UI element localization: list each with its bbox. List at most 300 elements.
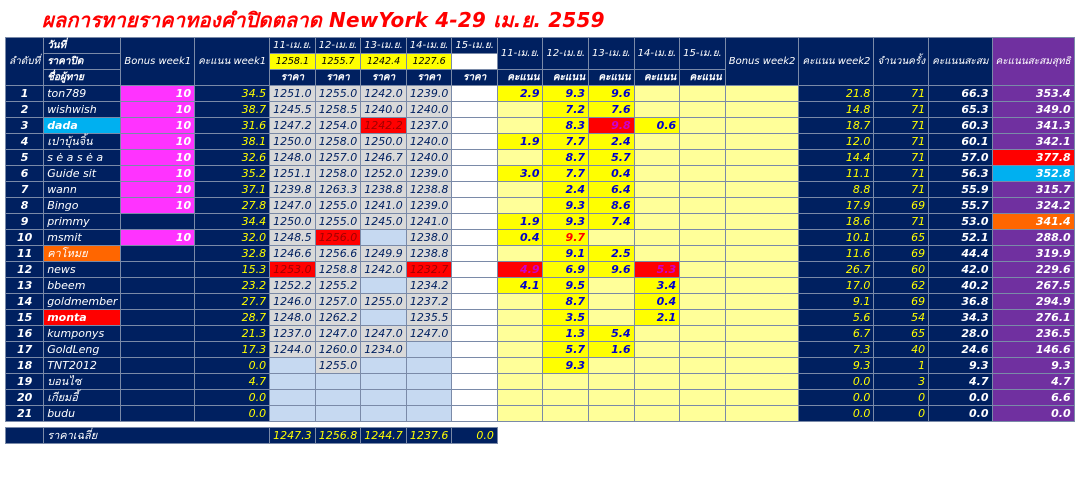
score-cell[interactable]: 7.4 (589, 214, 635, 230)
player-name[interactable]: goldmember (44, 294, 121, 310)
player-name[interactable]: dada (44, 118, 121, 134)
score-cell[interactable] (680, 278, 726, 294)
bonus-week2-cell[interactable] (725, 198, 799, 214)
score-cell[interactable] (680, 390, 726, 406)
score-week2-cell[interactable]: 8.8 (799, 182, 874, 198)
player-name[interactable]: budu (44, 406, 121, 422)
bonus-week1-cell[interactable]: 10 (121, 118, 195, 134)
score-week2-cell[interactable]: 18.7 (799, 118, 874, 134)
score-week2-cell[interactable]: 7.3 (799, 342, 874, 358)
price-guess-cell[interactable]: 1258.0 (315, 134, 361, 150)
net-score-cell[interactable]: 236.5 (992, 326, 1074, 342)
score-week2-cell[interactable]: 11.1 (799, 166, 874, 182)
price-guess-cell[interactable] (452, 118, 498, 134)
price-guess-cell[interactable]: 1258.0 (315, 166, 361, 182)
price-guess-cell[interactable]: 1255.2 (315, 278, 361, 294)
score-cell[interactable]: 1.9 (497, 214, 543, 230)
price-guess-cell[interactable] (452, 86, 498, 102)
count-cell[interactable]: 0 (874, 406, 929, 422)
score-cell[interactable] (634, 86, 680, 102)
bonus-week2-cell[interactable] (725, 278, 799, 294)
score-week1-cell[interactable]: 0.0 (195, 390, 270, 406)
count-cell[interactable]: 65 (874, 326, 929, 342)
price-guess-cell[interactable]: 1238.8 (361, 182, 407, 198)
player-name[interactable]: เกียมอี้ (44, 390, 121, 406)
bonus-week1-cell[interactable] (121, 342, 195, 358)
score-col-label[interactable]: คะแนน (497, 70, 543, 86)
score-cell[interactable]: 9.3 (543, 214, 589, 230)
price-date-header[interactable]: 14-เม.ย. (406, 38, 452, 54)
score-cell[interactable] (497, 102, 543, 118)
total-score-cell[interactable]: 44.4 (929, 246, 992, 262)
average-price-cell[interactable]: 1256.8 (315, 428, 361, 444)
player-name[interactable]: wishwish (44, 102, 121, 118)
bonus-week2-cell[interactable] (725, 86, 799, 102)
score-cell[interactable] (680, 182, 726, 198)
price-guess-cell[interactable]: 1255.0 (361, 294, 407, 310)
price-guess-cell[interactable]: 1257.0 (315, 150, 361, 166)
price-guess-cell[interactable]: 1258.8 (315, 262, 361, 278)
score-cell[interactable]: 9.3 (543, 198, 589, 214)
price-guess-cell[interactable]: 1256.0 (315, 230, 361, 246)
score-col-label[interactable]: คะแนน (680, 70, 726, 86)
bonus-week2-cell[interactable] (725, 118, 799, 134)
price-guess-cell[interactable]: 1242.0 (361, 86, 407, 102)
bonus-week2-header[interactable]: Bonus week2 (725, 38, 799, 86)
score-cell[interactable] (634, 246, 680, 262)
score-cell[interactable]: 9.3 (543, 86, 589, 102)
average-price-cell[interactable]: 1244.7 (361, 428, 407, 444)
score-week1-cell[interactable]: 38.1 (195, 134, 270, 150)
bonus-week2-cell[interactable] (725, 342, 799, 358)
player-name[interactable]: GoldLeng (44, 342, 121, 358)
price-guess-cell[interactable] (361, 374, 407, 390)
price-guess-cell[interactable] (452, 198, 498, 214)
total-score-cell[interactable]: 60.1 (929, 134, 992, 150)
score-cell[interactable]: 8.6 (589, 198, 635, 214)
net-score-cell[interactable]: 353.4 (992, 86, 1074, 102)
player-name[interactable]: wann (44, 182, 121, 198)
price-guess-cell[interactable]: 1232.7 (406, 262, 452, 278)
score-cell[interactable] (497, 118, 543, 134)
price-guess-cell[interactable]: 1242.2 (361, 118, 407, 134)
score-cell[interactable] (589, 374, 635, 390)
bonus-week2-cell[interactable] (725, 166, 799, 182)
price-guess-cell[interactable] (452, 166, 498, 182)
price-guess-cell[interactable]: 1258.5 (315, 102, 361, 118)
row-index[interactable]: 6 (6, 166, 44, 182)
bonus-week1-cell[interactable] (121, 374, 195, 390)
count-cell[interactable]: 60 (874, 262, 929, 278)
count-cell[interactable]: 0 (874, 390, 929, 406)
score-cell[interactable] (543, 406, 589, 422)
score-col-label[interactable]: คะแนน (589, 70, 635, 86)
score-week1-header[interactable]: คะแนน week1 (195, 38, 270, 86)
idx-header[interactable]: ลำดับที่ (6, 38, 44, 86)
score-cell[interactable]: 9.6 (589, 86, 635, 102)
price-guess-cell[interactable] (361, 390, 407, 406)
score-week2-header[interactable]: คะแนน week2 (799, 38, 874, 86)
bonus-week1-cell[interactable]: 10 (121, 166, 195, 182)
average-price-cell[interactable]: 0.0 (452, 428, 498, 444)
player-name[interactable]: Bingo (44, 198, 121, 214)
average-price-cell[interactable]: 1247.3 (270, 428, 316, 444)
net-score-cell[interactable]: 294.9 (992, 294, 1074, 310)
price-guess-cell[interactable]: 1262.2 (315, 310, 361, 326)
price-guess-cell[interactable]: 1244.0 (270, 342, 316, 358)
count-header[interactable]: จำนวนครั้ง (874, 38, 929, 86)
count-cell[interactable]: 71 (874, 102, 929, 118)
total-score-cell[interactable]: 34.3 (929, 310, 992, 326)
score-week2-cell[interactable]: 6.7 (799, 326, 874, 342)
bonus-week1-cell[interactable] (121, 214, 195, 230)
bonus-week1-cell[interactable]: 10 (121, 150, 195, 166)
price-col-label[interactable]: ราคา (452, 70, 498, 86)
total-header[interactable]: คะแนนสะสม (929, 38, 992, 86)
bonus-week1-cell[interactable] (121, 246, 195, 262)
price-guess-cell[interactable]: 1246.0 (270, 294, 316, 310)
bonus-week2-cell[interactable] (725, 358, 799, 374)
price-guess-cell[interactable]: 1260.0 (315, 342, 361, 358)
bonus-week2-cell[interactable] (725, 262, 799, 278)
score-cell[interactable]: 5.7 (543, 342, 589, 358)
score-cell[interactable] (680, 326, 726, 342)
player-name[interactable]: เปาบุ้นจิ้น (44, 134, 121, 150)
price-col-label[interactable]: ราคา (406, 70, 452, 86)
net-score-cell[interactable]: 267.5 (992, 278, 1074, 294)
score-week1-cell[interactable]: 27.7 (195, 294, 270, 310)
score-week1-cell[interactable]: 28.7 (195, 310, 270, 326)
bonus-week1-cell[interactable]: 10 (121, 198, 195, 214)
count-cell[interactable]: 71 (874, 118, 929, 134)
bonus-week1-header[interactable]: Bonus week1 (121, 38, 195, 86)
score-cell[interactable] (497, 182, 543, 198)
score-cell[interactable]: 9.5 (543, 278, 589, 294)
score-cell[interactable] (634, 406, 680, 422)
bonus-week1-cell[interactable] (121, 294, 195, 310)
score-week2-cell[interactable]: 9.1 (799, 294, 874, 310)
count-cell[interactable]: 54 (874, 310, 929, 326)
bonus-week1-cell[interactable] (121, 326, 195, 342)
bonus-week2-cell[interactable] (725, 134, 799, 150)
score-week1-cell[interactable]: 23.2 (195, 278, 270, 294)
count-cell[interactable]: 65 (874, 230, 929, 246)
price-guess-cell[interactable] (452, 214, 498, 230)
bonus-week2-cell[interactable] (725, 294, 799, 310)
score-cell[interactable] (634, 230, 680, 246)
price-guess-cell[interactable]: 1248.5 (270, 230, 316, 246)
price-guess-cell[interactable] (361, 406, 407, 422)
score-cell[interactable]: 9.8 (589, 118, 635, 134)
net-total-header[interactable]: คะแนนสะสมสุทธิ (992, 38, 1074, 86)
score-cell[interactable] (497, 358, 543, 374)
price-guess-cell[interactable] (406, 390, 452, 406)
score-cell[interactable] (589, 278, 635, 294)
score-cell[interactable] (680, 166, 726, 182)
score-cell[interactable]: 1.6 (589, 342, 635, 358)
price-col-label[interactable]: ราคา (315, 70, 361, 86)
price-guess-cell[interactable]: 1255.0 (315, 198, 361, 214)
price-guess-cell[interactable]: 1249.9 (361, 246, 407, 262)
price-guess-cell[interactable]: 1235.5 (406, 310, 452, 326)
score-cell[interactable] (634, 358, 680, 374)
count-cell[interactable]: 71 (874, 166, 929, 182)
price-guess-cell[interactable] (452, 102, 498, 118)
score-cell[interactable]: 6.9 (543, 262, 589, 278)
score-week2-cell[interactable]: 14.4 (799, 150, 874, 166)
score-cell[interactable] (543, 374, 589, 390)
row-index[interactable]: 8 (6, 198, 44, 214)
bonus-week2-cell[interactable] (725, 182, 799, 198)
score-cell[interactable] (680, 102, 726, 118)
bonus-week1-cell[interactable] (121, 278, 195, 294)
score-week2-cell[interactable]: 10.1 (799, 230, 874, 246)
score-cell[interactable] (634, 374, 680, 390)
total-score-cell[interactable]: 56.3 (929, 166, 992, 182)
score-cell[interactable]: 2.4 (543, 182, 589, 198)
player-name[interactable]: primmy (44, 214, 121, 230)
score-cell[interactable]: 0.6 (634, 118, 680, 134)
row-index[interactable]: 10 (6, 230, 44, 246)
price-guess-cell[interactable]: 1237.2 (406, 294, 452, 310)
score-cell[interactable] (634, 214, 680, 230)
row-index[interactable]: 18 (6, 358, 44, 374)
price-guess-cell[interactable]: 1240.0 (406, 134, 452, 150)
price-col-label[interactable]: ราคา (361, 70, 407, 86)
score-week2-cell[interactable]: 17.9 (799, 198, 874, 214)
score-date-header[interactable]: 13-เม.ย. (589, 38, 635, 70)
count-cell[interactable]: 71 (874, 86, 929, 102)
net-score-cell[interactable]: 4.7 (992, 374, 1074, 390)
bonus-week1-cell[interactable] (121, 390, 195, 406)
score-week1-cell[interactable]: 37.1 (195, 182, 270, 198)
score-week1-cell[interactable]: 34.5 (195, 86, 270, 102)
score-cell[interactable] (634, 150, 680, 166)
score-cell[interactable]: 0.4 (497, 230, 543, 246)
total-score-cell[interactable]: 60.3 (929, 118, 992, 134)
player-name[interactable]: bbeem (44, 278, 121, 294)
price-guess-cell[interactable]: 1245.5 (270, 102, 316, 118)
price-guess-cell[interactable] (452, 262, 498, 278)
score-cell[interactable] (497, 390, 543, 406)
total-score-cell[interactable]: 55.7 (929, 198, 992, 214)
total-score-cell[interactable]: 4.7 (929, 374, 992, 390)
price-guess-cell[interactable] (452, 326, 498, 342)
score-cell[interactable] (497, 310, 543, 326)
score-cell[interactable] (634, 390, 680, 406)
score-cell[interactable]: 5.7 (589, 150, 635, 166)
row-index[interactable]: 1 (6, 86, 44, 102)
price-guess-cell[interactable]: 1250.0 (270, 214, 316, 230)
net-score-cell[interactable]: 0.0 (992, 406, 1074, 422)
price-guess-cell[interactable]: 1252.0 (361, 166, 407, 182)
score-cell[interactable] (680, 374, 726, 390)
score-cell[interactable] (497, 246, 543, 262)
price-guess-cell[interactable]: 1263.3 (315, 182, 361, 198)
score-cell[interactable]: 8.7 (543, 150, 589, 166)
count-cell[interactable]: 71 (874, 150, 929, 166)
net-score-cell[interactable]: 319.9 (992, 246, 1074, 262)
price-guess-cell[interactable]: 1254.0 (315, 118, 361, 134)
player-name[interactable]: Guide sit (44, 166, 121, 182)
price-guess-cell[interactable]: 1253.0 (270, 262, 316, 278)
score-date-header[interactable]: 15-เม.ย. (680, 38, 726, 70)
score-cell[interactable] (634, 166, 680, 182)
price-guess-cell[interactable] (270, 406, 316, 422)
score-week2-cell[interactable]: 0.0 (799, 406, 874, 422)
bonus-week1-cell[interactable]: 10 (121, 102, 195, 118)
price-guess-cell[interactable] (406, 342, 452, 358)
name-label[interactable]: ชื่อผู้ทาย (44, 70, 121, 86)
net-score-cell[interactable]: 341.3 (992, 118, 1074, 134)
score-cell[interactable] (680, 342, 726, 358)
close-price-cell[interactable]: 1242.4 (361, 54, 407, 70)
score-cell[interactable]: 8.7 (543, 294, 589, 310)
close-price-cell[interactable]: 1227.6 (406, 54, 452, 70)
count-cell[interactable]: 62 (874, 278, 929, 294)
price-guess-cell[interactable] (452, 246, 498, 262)
price-guess-cell[interactable] (452, 182, 498, 198)
score-week1-cell[interactable]: 32.0 (195, 230, 270, 246)
total-score-cell[interactable]: 42.0 (929, 262, 992, 278)
score-week2-cell[interactable]: 9.3 (799, 358, 874, 374)
player-name[interactable]: news (44, 262, 121, 278)
price-date-header[interactable]: 15-เม.ย. (452, 38, 498, 54)
score-cell[interactable]: 0.4 (589, 166, 635, 182)
score-cell[interactable] (497, 294, 543, 310)
total-score-cell[interactable]: 53.0 (929, 214, 992, 230)
score-week2-cell[interactable]: 12.0 (799, 134, 874, 150)
price-guess-cell[interactable] (452, 342, 498, 358)
price-guess-cell[interactable]: 1240.0 (406, 102, 452, 118)
price-guess-cell[interactable]: 1240.0 (361, 102, 407, 118)
net-score-cell[interactable]: 342.1 (992, 134, 1074, 150)
bonus-week1-cell[interactable]: 10 (121, 230, 195, 246)
score-cell[interactable] (497, 342, 543, 358)
score-week2-cell[interactable]: 0.0 (799, 390, 874, 406)
price-guess-cell[interactable]: 1255.0 (315, 214, 361, 230)
row-index[interactable]: 20 (6, 390, 44, 406)
price-guess-cell[interactable]: 1237.0 (270, 326, 316, 342)
net-score-cell[interactable]: 229.6 (992, 262, 1074, 278)
price-col-label[interactable]: ราคา (270, 70, 316, 86)
score-week2-cell[interactable]: 14.8 (799, 102, 874, 118)
bonus-week2-cell[interactable] (725, 150, 799, 166)
row-index[interactable]: 5 (6, 150, 44, 166)
bonus-week2-cell[interactable] (725, 214, 799, 230)
net-score-cell[interactable]: 324.2 (992, 198, 1074, 214)
total-score-cell[interactable]: 9.3 (929, 358, 992, 374)
score-week1-cell[interactable]: 0.0 (195, 358, 270, 374)
average-price-cell[interactable]: 1237.6 (406, 428, 452, 444)
row-index[interactable]: 15 (6, 310, 44, 326)
price-guess-cell[interactable] (361, 230, 407, 246)
score-cell[interactable] (497, 374, 543, 390)
price-guess-cell[interactable]: 1239.0 (406, 166, 452, 182)
close-price-cell[interactable]: 1255.7 (315, 54, 361, 70)
price-date-header[interactable]: 12-เม.ย. (315, 38, 361, 54)
score-week1-cell[interactable]: 27.8 (195, 198, 270, 214)
score-cell[interactable]: 9.1 (543, 246, 589, 262)
score-col-label[interactable]: คะแนน (634, 70, 680, 86)
score-cell[interactable] (634, 134, 680, 150)
price-guess-cell[interactable] (452, 390, 498, 406)
price-guess-cell[interactable]: 1250.0 (270, 134, 316, 150)
count-cell[interactable]: 71 (874, 214, 929, 230)
bonus-week2-cell[interactable] (725, 102, 799, 118)
score-week1-cell[interactable]: 21.3 (195, 326, 270, 342)
price-guess-cell[interactable]: 1240.0 (406, 150, 452, 166)
score-week2-cell[interactable]: 5.6 (799, 310, 874, 326)
score-cell[interactable]: 1.3 (543, 326, 589, 342)
total-score-cell[interactable]: 0.0 (929, 406, 992, 422)
price-guess-cell[interactable] (270, 358, 316, 374)
player-name[interactable]: msmit (44, 230, 121, 246)
price-guess-cell[interactable]: 1234.0 (361, 342, 407, 358)
bonus-week1-cell[interactable]: 10 (121, 182, 195, 198)
score-cell[interactable] (634, 198, 680, 214)
score-cell[interactable] (680, 294, 726, 310)
count-cell[interactable]: 3 (874, 374, 929, 390)
score-cell[interactable]: 4.9 (497, 262, 543, 278)
score-cell[interactable] (497, 326, 543, 342)
bonus-week2-cell[interactable] (725, 390, 799, 406)
price-guess-cell[interactable]: 1248.0 (270, 310, 316, 326)
score-date-header[interactable]: 11-เม.ย. (497, 38, 543, 70)
player-name[interactable]: บอนไซ (44, 374, 121, 390)
row-index[interactable]: 11 (6, 246, 44, 262)
score-cell[interactable]: 7.7 (543, 166, 589, 182)
price-guess-cell[interactable]: 1246.7 (361, 150, 407, 166)
price-guess-cell[interactable]: 1248.0 (270, 150, 316, 166)
score-week1-cell[interactable]: 31.6 (195, 118, 270, 134)
price-guess-cell[interactable]: 1241.0 (361, 198, 407, 214)
bonus-week2-cell[interactable] (725, 406, 799, 422)
price-guess-cell[interactable]: 1234.2 (406, 278, 452, 294)
price-guess-cell[interactable] (315, 374, 361, 390)
score-cell[interactable] (589, 294, 635, 310)
bonus-week2-cell[interactable] (725, 310, 799, 326)
score-cell[interactable] (634, 342, 680, 358)
total-score-cell[interactable]: 57.0 (929, 150, 992, 166)
score-cell[interactable] (680, 134, 726, 150)
price-guess-cell[interactable]: 1238.8 (406, 182, 452, 198)
row-index[interactable]: 17 (6, 342, 44, 358)
score-cell[interactable] (680, 86, 726, 102)
net-score-cell[interactable]: 146.6 (992, 342, 1074, 358)
bonus-week2-cell[interactable] (725, 246, 799, 262)
price-guess-cell[interactable] (361, 278, 407, 294)
score-week1-cell[interactable]: 15.3 (195, 262, 270, 278)
price-guess-cell[interactable]: 1247.0 (361, 326, 407, 342)
row-index[interactable]: 2 (6, 102, 44, 118)
bonus-week1-cell[interactable] (121, 262, 195, 278)
score-week2-cell[interactable]: 21.8 (799, 86, 874, 102)
count-cell[interactable]: 40 (874, 342, 929, 358)
net-score-cell[interactable]: 349.0 (992, 102, 1074, 118)
row-index[interactable]: 19 (6, 374, 44, 390)
score-cell[interactable]: 5.3 (634, 262, 680, 278)
score-col-label[interactable]: คะแนน (543, 70, 589, 86)
price-guess-cell[interactable]: 1247.0 (406, 326, 452, 342)
bonus-week2-cell[interactable] (725, 230, 799, 246)
bonus-week1-cell[interactable] (121, 358, 195, 374)
avg-index-blank[interactable] (6, 428, 44, 444)
price-guess-cell[interactable] (270, 390, 316, 406)
score-cell[interactable]: 3.4 (634, 278, 680, 294)
price-guess-cell[interactable] (452, 150, 498, 166)
score-cell[interactable] (680, 214, 726, 230)
